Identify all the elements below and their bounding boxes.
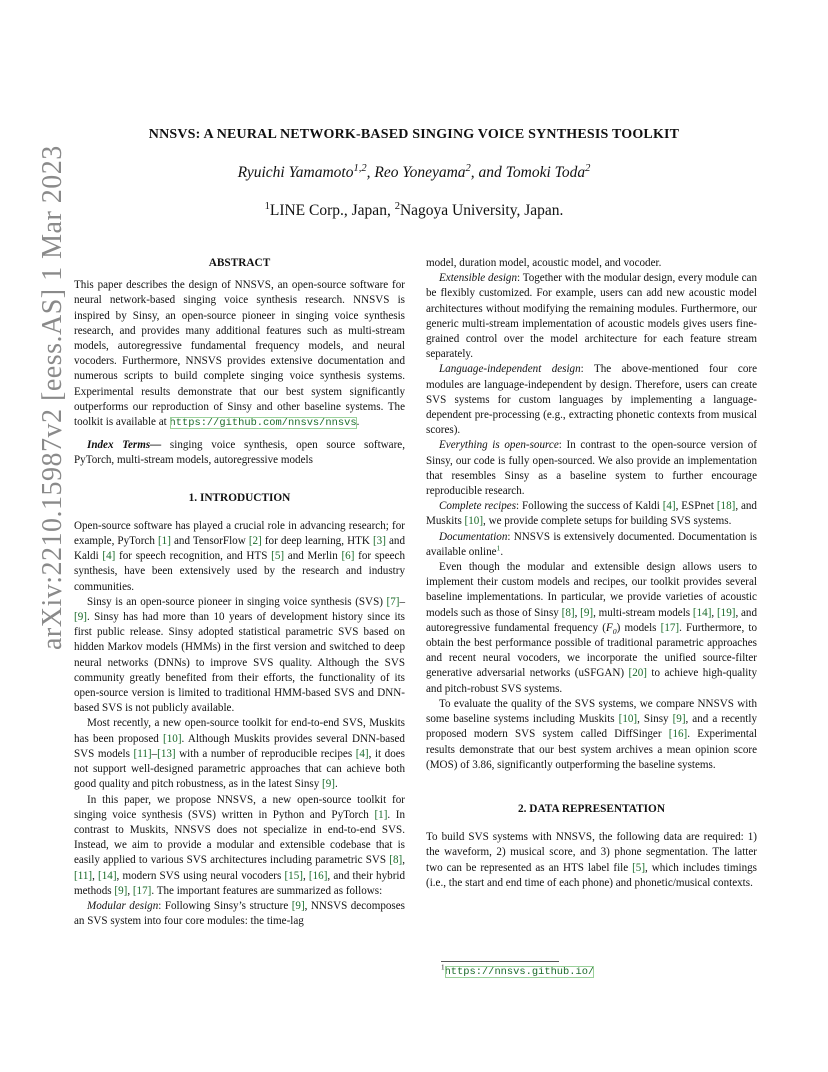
- separator: , and: [470, 164, 506, 181]
- citation-link[interactable]: [4]: [102, 550, 116, 563]
- citation-link[interactable]: [19]: [716, 606, 736, 619]
- left-column: [74, 256, 405, 929]
- affiliation-marker: 1,2: [353, 162, 367, 174]
- affiliation-marker: 1: [264, 200, 270, 212]
- citation-link[interactable]: [17]: [660, 621, 680, 634]
- feature-label: Language-independent design: [439, 363, 581, 376]
- citation-link[interactable]: [1]: [157, 535, 171, 548]
- author-list: [0, 164, 828, 182]
- intro-paragraph-2: Sinsy is an open-source pioneer in singing voice synthesis (SVS) [7]–[9]. Sinsy has had more than 10 years of development history since its first public release. Sinsy adopted statistical parametric SVS based on hidden Markov models (HMMs) in the first version and switched to deep neural networks (DNNs) to improve SVS quality. Although the SVS community greatly benefited from their efforts, the functionality of its open-source version is limited to traditional HMM-based SVS and DNN-based SVS is not publicly available.: [74, 595, 405, 715]
- intro-paragraph-1: Open-source software has played a crucial role in advancing research; for example, PyTorch [1] and TensorFlow [2] for deep learning, HTK [3] and Kaldi [4] for speech recognition, and HTS [5] and Merlin [6] for speech synthesis, have been extensively used by the research and industry communities.: [74, 519, 406, 593]
- author-name: Tomoki Toda: [505, 164, 586, 181]
- feature-label: Modular design: [87, 899, 159, 912]
- section-1-heading: 1. INTRODUCTION: [188, 491, 291, 504]
- right-column: [426, 256, 757, 891]
- affiliation-org: Nagoya University, Japan.: [399, 202, 564, 219]
- citation-link[interactable]: [7]: [386, 595, 400, 608]
- abstract-text: [74, 278, 405, 431]
- citation-link[interactable]: [4]: [662, 500, 676, 513]
- continued-text: model, duration model, acoustic model, and vocoder.: [426, 257, 662, 269]
- citation-link[interactable]: [2]: [248, 535, 262, 548]
- index-terms: [74, 438, 405, 468]
- citation-link[interactable]: [5]: [632, 861, 646, 874]
- abstract-heading: ABSTRACT: [208, 257, 271, 269]
- paper-title: NNSVS: A NEURAL NETWORK-BASED SINGING VOICE SYNTHESIS TOOLKIT: [148, 127, 680, 142]
- citation-link[interactable]: [1]: [374, 808, 388, 821]
- citation-link[interactable]: [9]: [672, 713, 686, 726]
- f0-symbol: $F_0$: [605, 621, 617, 637]
- documentation-link[interactable]: https://nnsvs.github.io/: [444, 966, 595, 978]
- citation-link[interactable]: [18]: [716, 500, 736, 513]
- intro-paragraph-4: In this paper, we propose NNSVS, a new open-source toolkit for singing voice synthesis (SVS) written in Python and PyTorch [1]. In contrast to Muskits, NNSVS does not specialize in end-to-end SVS. Instead, we aim to provide a modular and extensible codebase that is easily applied to various SVS architectures including parametric SVS [8], [11], [14], modern SVS using neural vocoders [15], [16], and their hybrid methods [9], [17]. The important features are summarized as follows:: [74, 793, 406, 897]
- citation-link[interactable]: [9]: [114, 884, 128, 897]
- feature-label: Documentation: [439, 530, 508, 543]
- citation-link[interactable]: [5]: [271, 550, 285, 563]
- author-name: Ryuichi Yamamoto: [237, 164, 354, 181]
- citation-link[interactable]: [10]: [618, 713, 638, 726]
- arxiv-identifier-stamp: arXiv:2210.15987v2 [eess.AS] 1 Mar 2023: [37, 145, 68, 650]
- citation-link[interactable]: [13]: [157, 747, 176, 760]
- abstract-body: This paper describes the design of NNSVS, an open-source software for neural network-based singing voice synthesis research. NNSVS is inspired by Sinsy, an open-source pioneer in singing voice synthesis research, and provides many additional features such as multi-stream models, autoregressive fundamental frequency models, and neural vocoders. Furthermore, NNSVS provides extensive documentation and numerous scripts to build complete singing voice synthesis systems. Experimental results demonstrate that our best system significantly outperforms our reproduction of Sinsy and other baseline systems. The toolkit is available at: [74, 279, 405, 429]
- citation-link[interactable]: [14]: [98, 869, 117, 882]
- intro-paragraph-3: Most recently, a new open-source toolkit for end-to-end SVS, Muskits has been proposed [10]. Although Muskits provides several DNN-based SVS models [11]–[13] with a number of reproducible recipes [4], it does not support well-designed parametric approaches that can achieve both good quality and pitch robustness, as in the latest Sinsy [9].: [74, 717, 405, 791]
- citation-link[interactable]: [8]: [389, 854, 403, 867]
- punctuation: .: [356, 416, 360, 429]
- citation-link[interactable]: [9]: [322, 778, 335, 791]
- intro-paragraph-5: Modular design: Following Sinsy’s structure [9], NNSVS decomposes an SVS system into four core modules: the time-lag: [74, 899, 405, 928]
- index-terms-label: Index Terms—: [87, 439, 162, 452]
- feature-label: Complete recipes: [439, 500, 517, 513]
- feature-documentation: Documentation: NNSVS is extensively documented. Documentation is available online$^1$.: [426, 530, 757, 558]
- citation-link[interactable]: [16]: [668, 728, 688, 741]
- citation-link[interactable]: [9]: [580, 606, 594, 619]
- feature-recipes: Complete recipes: Following the success of Kaldi [4], ESPnet [18], and Muskits [10], we provide complete setups for building SVS systems.: [426, 500, 757, 528]
- github-link[interactable]: https://github.com/nnsvs/nnsvs: [169, 417, 357, 430]
- evaluation-paragraph: To evaluate the quality of the SVS systems, we compare NNSVS with some baseline systems including Muskits [10], Sinsy [9], and a recently proposed modern SVS system called DiffSinger [16]. Experimental results demonstrate that our best system archives a mean opinion score (MOS) of 3.86, significantly outperforming the baseline systems.: [426, 697, 757, 771]
- citation-link[interactable]: [17]: [132, 884, 152, 897]
- feature-extensible: Extensible design: Together with the modular design, every module can be flexibly customized. For example, users can add new acoustic model architectures without modifying the remaining modules. Furthermore, our generic multi-stream implementation of acoustic models gives users fine-grained control over the model architecture for each feature stream separately.: [426, 272, 757, 361]
- feature-label: Everything is open-source: [439, 439, 559, 452]
- citation-link[interactable]: [10]: [464, 515, 484, 528]
- citation-link[interactable]: [20]: [628, 667, 647, 680]
- separator: ,: [366, 164, 375, 181]
- section-2-heading: 2. DATA REPRESENTATION: [518, 802, 665, 815]
- citation-link[interactable]: [11]: [74, 869, 93, 882]
- footnote-marker[interactable]: 1: [496, 543, 501, 553]
- citation-link[interactable]: [8]: [561, 606, 575, 619]
- citation-link[interactable]: [4]: [355, 747, 369, 760]
- footnote-number: 1: [441, 963, 445, 972]
- citation-link[interactable]: [9]: [291, 899, 305, 912]
- citation-link[interactable]: [14]: [692, 606, 712, 619]
- implementation-paragraph: Even though the modular and extensible design allows users to implement their custom models and recipes, our toolkit provides several baseline implementations. In particular, we provide varieties of acoustic models such as those of Sinsy [8], [9], multi-stream models [14], [19], and autoregressive fundamental frequency $(F_0)$ models [17]. Furthermore, to obtain the best performance possible of traditional parametric approaches and recent neural vocoders, we incorporate the unified source-filter generative adversarial networks (uSFGAN) [20] to achieve high-quality and pitch-robust SVS systems.: [426, 561, 758, 695]
- affiliation-org: LINE Corp., Japan,: [269, 202, 395, 219]
- citation-link[interactable]: [10]: [163, 732, 182, 745]
- feature-open-source: Everything is open-source: In contrast to the open-source version of Sinsy, our code is fully open-sourced. We also provide an implementation that resembles Sinsy as a baseline system to further encourage reproducible research.: [426, 439, 757, 498]
- affiliation-marker: 2: [394, 200, 400, 212]
- citation-link[interactable]: [11]: [133, 747, 152, 760]
- citation-link[interactable]: [9]: [74, 611, 87, 624]
- citation-link[interactable]: [15]: [284, 869, 303, 882]
- affiliation-marker: 2: [585, 162, 591, 174]
- citation-link[interactable]: [6]: [341, 550, 355, 563]
- affiliation-marker: 2: [465, 162, 471, 174]
- feature-language-independent: Language-independent design: The above-mentioned four core modules are language-independent by design. Therefore, users can create SVS systems for custom languages by implementing a language-dependent pre-processing (e.g., extracting phonetic contexts from musical scores).: [426, 363, 757, 437]
- footnote: [441, 965, 594, 979]
- citation-link[interactable]: [3]: [372, 535, 386, 548]
- citation-link[interactable]: [16]: [308, 869, 328, 882]
- affiliations: [0, 202, 828, 220]
- feature-label: Extensible design: [439, 272, 517, 285]
- author-name: Reo Yoneyama: [374, 164, 466, 181]
- index-terms-text: singing voice synthesis, open source software, PyTorch, multi-stream models, autoregressive models: [74, 439, 405, 467]
- footnote-divider: [441, 961, 559, 962]
- data-representation-paragraph: To build SVS systems with NNSVS, the following data are required: 1) the waveform, 2) musical score, and 3) phone segmentation. The latter two can be represented as an HTS label file [5], which includes timings (i.e., the start and end time of each phone) and phonetic/musical contexts.: [426, 831, 757, 889]
